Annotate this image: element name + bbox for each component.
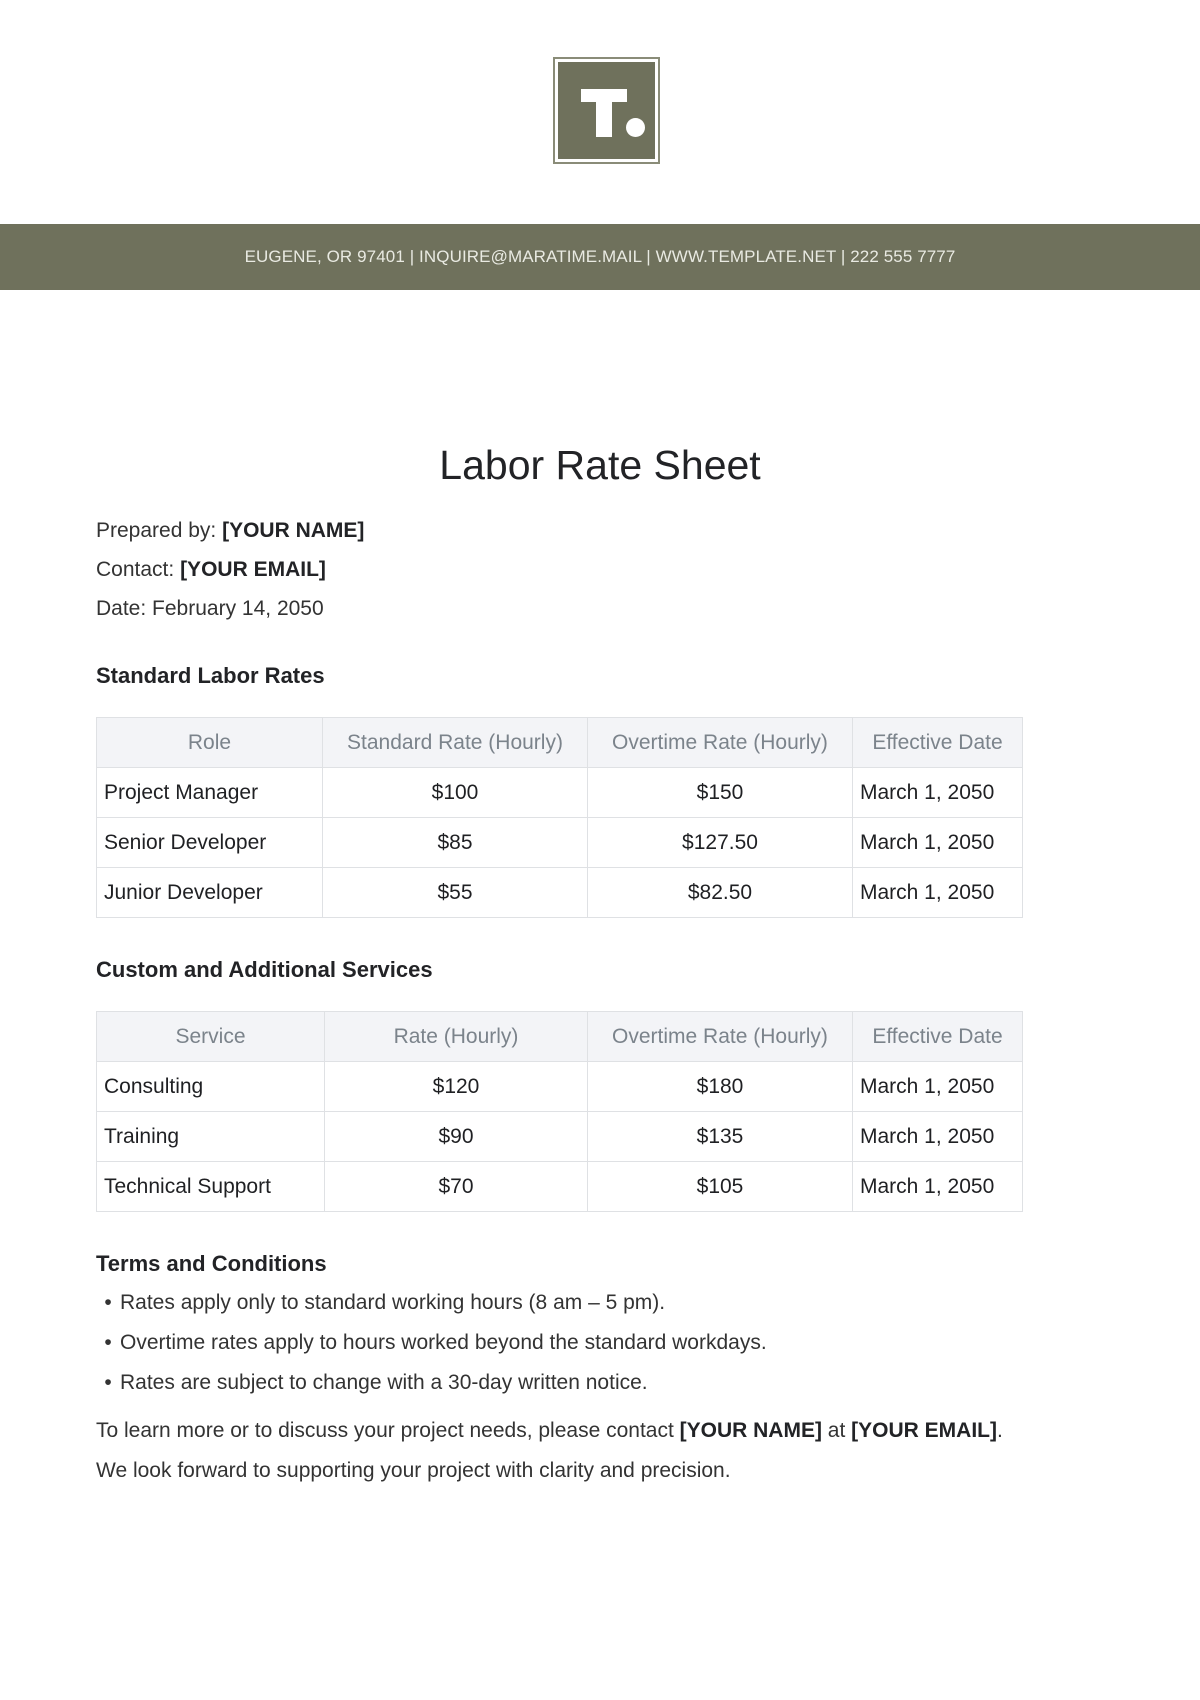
term-text: Overtime rates apply to hours worked beyond the standard workdays. <box>120 1331 767 1354</box>
standard-rates-table <box>96 717 1023 918</box>
cell-service: Training <box>97 1112 325 1162</box>
table-row <box>97 1112 1023 1162</box>
terms-list <box>96 1283 767 1403</box>
list-item <box>96 1283 767 1323</box>
additional-services-heading: Custom and Additional Services <box>96 957 433 982</box>
list-item <box>96 1323 767 1363</box>
cell-overtime-rate: $105 <box>588 1162 853 1212</box>
list-item <box>96 1363 767 1403</box>
cell-overtime-rate: $135 <box>588 1112 853 1162</box>
prepared-by-value: [YOUR NAME] <box>222 519 365 542</box>
closing-contact-line <box>96 1419 1003 1443</box>
cell-overtime-rate: $82.50 <box>588 868 853 918</box>
closing-suffix: . <box>996 1419 1003 1442</box>
cell-rate: $70 <box>325 1162 588 1212</box>
cell-effective-date: March 1, 2050 <box>853 1112 1023 1162</box>
column-header: Role <box>97 718 323 768</box>
cell-standard-rate: $55 <box>323 868 588 918</box>
document-title: Labor Rate Sheet <box>439 442 761 488</box>
company-logo <box>553 57 660 164</box>
cell-role: Senior Developer <box>97 818 323 868</box>
closing-mid: at <box>821 1419 852 1442</box>
table-row <box>97 1062 1023 1112</box>
logo-mark <box>558 62 655 159</box>
closing-email: [YOUR EMAIL] <box>851 1419 997 1442</box>
contact-line: EUGENE, OR 97401 | INQUIRE@MARATIME.MAIL | WWW.TEMPLATE.NET | 222 555 7777 <box>244 247 956 266</box>
contact-value: [YOUR EMAIL] <box>180 558 326 581</box>
table-header-row <box>97 1012 1023 1062</box>
column-header: Effective Date <box>853 718 1023 768</box>
table-header-row <box>97 718 1023 768</box>
cell-service: Consulting <box>97 1062 325 1112</box>
cell-overtime-rate: $150 <box>588 768 853 818</box>
cell-overtime-rate: $180 <box>588 1062 853 1112</box>
contact-banner <box>0 224 1200 290</box>
table-row <box>97 868 1023 918</box>
cell-role: Junior Developer <box>97 868 323 918</box>
cell-service: Technical Support <box>97 1162 325 1212</box>
column-header: Service <box>97 1012 325 1062</box>
cell-effective-date: March 1, 2050 <box>853 1062 1023 1112</box>
cell-overtime-rate: $127.50 <box>588 818 853 868</box>
term-text: Rates are subject to change with a 30-day written notice. <box>120 1371 648 1394</box>
date <box>96 597 324 621</box>
cell-effective-date: March 1, 2050 <box>853 768 1023 818</box>
column-header: Standard Rate (Hourly) <box>323 718 588 768</box>
cell-effective-date: March 1, 2050 <box>853 1162 1023 1212</box>
date-label: Date: <box>96 597 147 620</box>
cell-rate: $120 <box>325 1062 588 1112</box>
cell-standard-rate: $85 <box>323 818 588 868</box>
closing-message: We look forward to supporting your project with clarity and precision. <box>96 1459 731 1482</box>
column-header: Rate (Hourly) <box>325 1012 588 1062</box>
bullet-icon: • <box>104 1291 112 1314</box>
column-header: Overtime Rate (Hourly) <box>588 718 853 768</box>
additional-services-table <box>96 1011 1023 1212</box>
cell-effective-date: March 1, 2050 <box>853 868 1023 918</box>
terms-heading: Terms and Conditions <box>96 1251 327 1276</box>
contact <box>96 558 326 582</box>
column-header: Effective Date <box>853 1012 1023 1062</box>
closing-prefix: To learn more or to discuss your project needs, please contact <box>96 1419 680 1442</box>
prepared-by-label: Prepared by: <box>96 519 217 542</box>
cell-rate: $90 <box>325 1112 588 1162</box>
cell-standard-rate: $100 <box>323 768 588 818</box>
cell-effective-date: March 1, 2050 <box>853 818 1023 868</box>
logo-dot-icon <box>626 118 645 137</box>
bullet-icon: • <box>104 1331 112 1354</box>
table-row <box>97 768 1023 818</box>
logo-t-stem <box>596 89 612 137</box>
contact-label: Contact: <box>96 558 175 581</box>
table-row <box>97 818 1023 868</box>
table-row <box>97 1162 1023 1212</box>
cell-role: Project Manager <box>97 768 323 818</box>
date-value: February 14, 2050 <box>152 597 324 620</box>
prepared-by <box>96 519 364 543</box>
term-text: Rates apply only to standard working hours (8 am – 5 pm). <box>120 1291 666 1314</box>
standard-rates-heading: Standard Labor Rates <box>96 663 325 688</box>
bullet-icon: • <box>104 1371 112 1394</box>
column-header: Overtime Rate (Hourly) <box>588 1012 853 1062</box>
closing-name: [YOUR NAME] <box>679 1419 822 1442</box>
